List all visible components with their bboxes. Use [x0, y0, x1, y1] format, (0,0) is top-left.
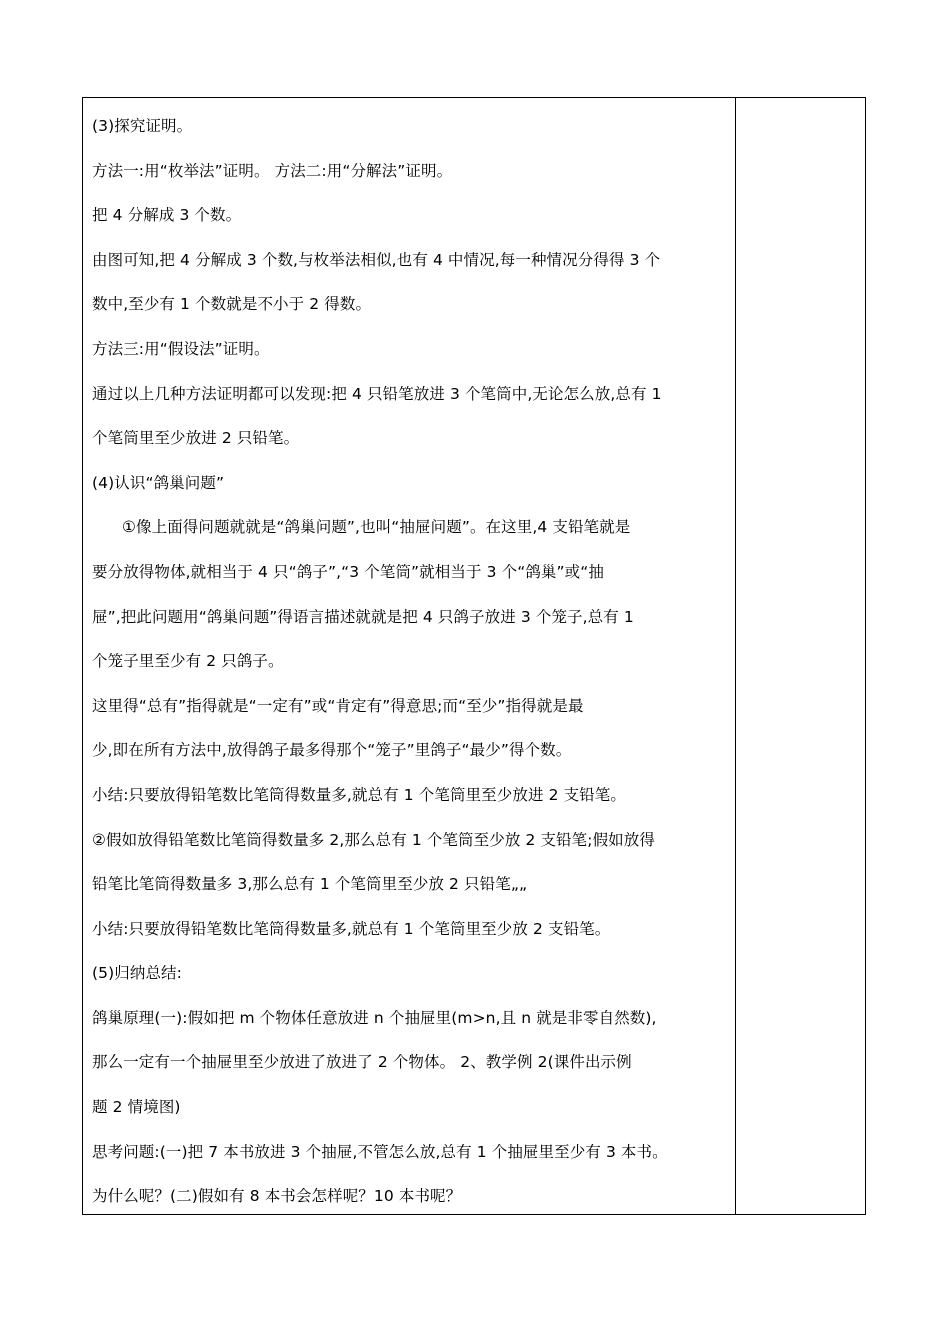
section-3-heading: (3)探究证明。	[92, 117, 193, 135]
text-line: 题 2 情境图)	[92, 1098, 181, 1117]
column-divider	[735, 98, 736, 1214]
text-line: 为什么呢？(二)假如有 8 本书会怎样呢？10 本书呢？	[92, 1187, 462, 1206]
text-line: ①像上面得问题就就是“鸽巢问题”,也叫“抽屉问题”。在这里,4 支铅笔就是	[122, 518, 631, 537]
text-line: 通过以上几种方法证明都可以发现:把 4 只铅笔放进 3 个笔筒中,无论怎么放,总有 1	[92, 384, 662, 403]
summary-line: 小结:只要放得铅笔数比笔筒得数量多,就总有 1 个笔筒里至少放进 2 支铅笔。	[92, 785, 626, 804]
text-line: 鸽巢原理(一):假如把 m 个物体任意放进 n 个抽屉里(m>n,且 n 就是非零自然数),	[92, 1008, 657, 1027]
summary-line: 小结:只要放得铅笔数比笔筒得数量多,就总有 1 个笔筒里至少放 2 支铅笔。	[92, 919, 611, 938]
text-line: 由图可知,把 4 分解成 3 个数,与枚举法相似,也有 4 中情况,每一种情况分得得 3 个	[92, 250, 661, 269]
text-line: 方法三:用“假设法”证明。	[92, 339, 270, 358]
lesson-table	[82, 97, 866, 1215]
text-line: 屉”,把此问题用“鸽巢问题”得语言描述就就是把 4 只鸽子放进 3 个笼子,总有 1	[92, 607, 634, 626]
text-line: 要分放得物体,就相当于 4 只“鸽子”,“3 个笔筒”就相当于 3 个“鸽巢”或“抽	[92, 562, 604, 581]
text-line: 个笔筒里至少放进 2 只铅笔。	[92, 429, 300, 448]
text-line: 个笼子里至少有 2 只鸽子。	[92, 652, 284, 671]
text-line: 思考问题:(一)把 7 本书放进 3 个抽屉,不管怎么放,总有 1 个抽屉里至少有 3 本书。	[92, 1142, 668, 1161]
text-line: 方法一:用“枚举法”证明。 方法二:用“分解法”证明。	[92, 161, 453, 180]
text-line: ②假如放得铅笔数比笔筒得数量多 2,那么总有 1 个笔筒至少放 2 支铅笔;假如放得	[92, 830, 655, 849]
section-4-heading: (4)认识“鸽巢问题”	[92, 473, 225, 492]
text-line: 数中,至少有 1 个数就是不小于 2 得数。	[92, 295, 372, 314]
text-line: 这里得“总有”指得就是“一定有”或“肯定有”得意思;而“至少”指得就是最	[92, 696, 584, 715]
text-line: 铅笔比笔筒得数量多 3,那么总有 1 个笔筒里至少放 2 只铅笔„„	[92, 875, 528, 894]
lesson-content	[92, 104, 728, 1219]
text-line: 把 4 分解成 3 个数。	[92, 206, 242, 225]
section-5-heading: (5)归纳总结:	[92, 964, 182, 983]
text-line: 少,即在所有方法中,放得鸽子最多得那个“笼子”里鸽子“最少”得个数。	[92, 741, 572, 760]
text-line: 那么一定有一个抽屉里至少放进了放进了 2 个物体。 2、教学例 2(课件出示例	[92, 1053, 632, 1072]
